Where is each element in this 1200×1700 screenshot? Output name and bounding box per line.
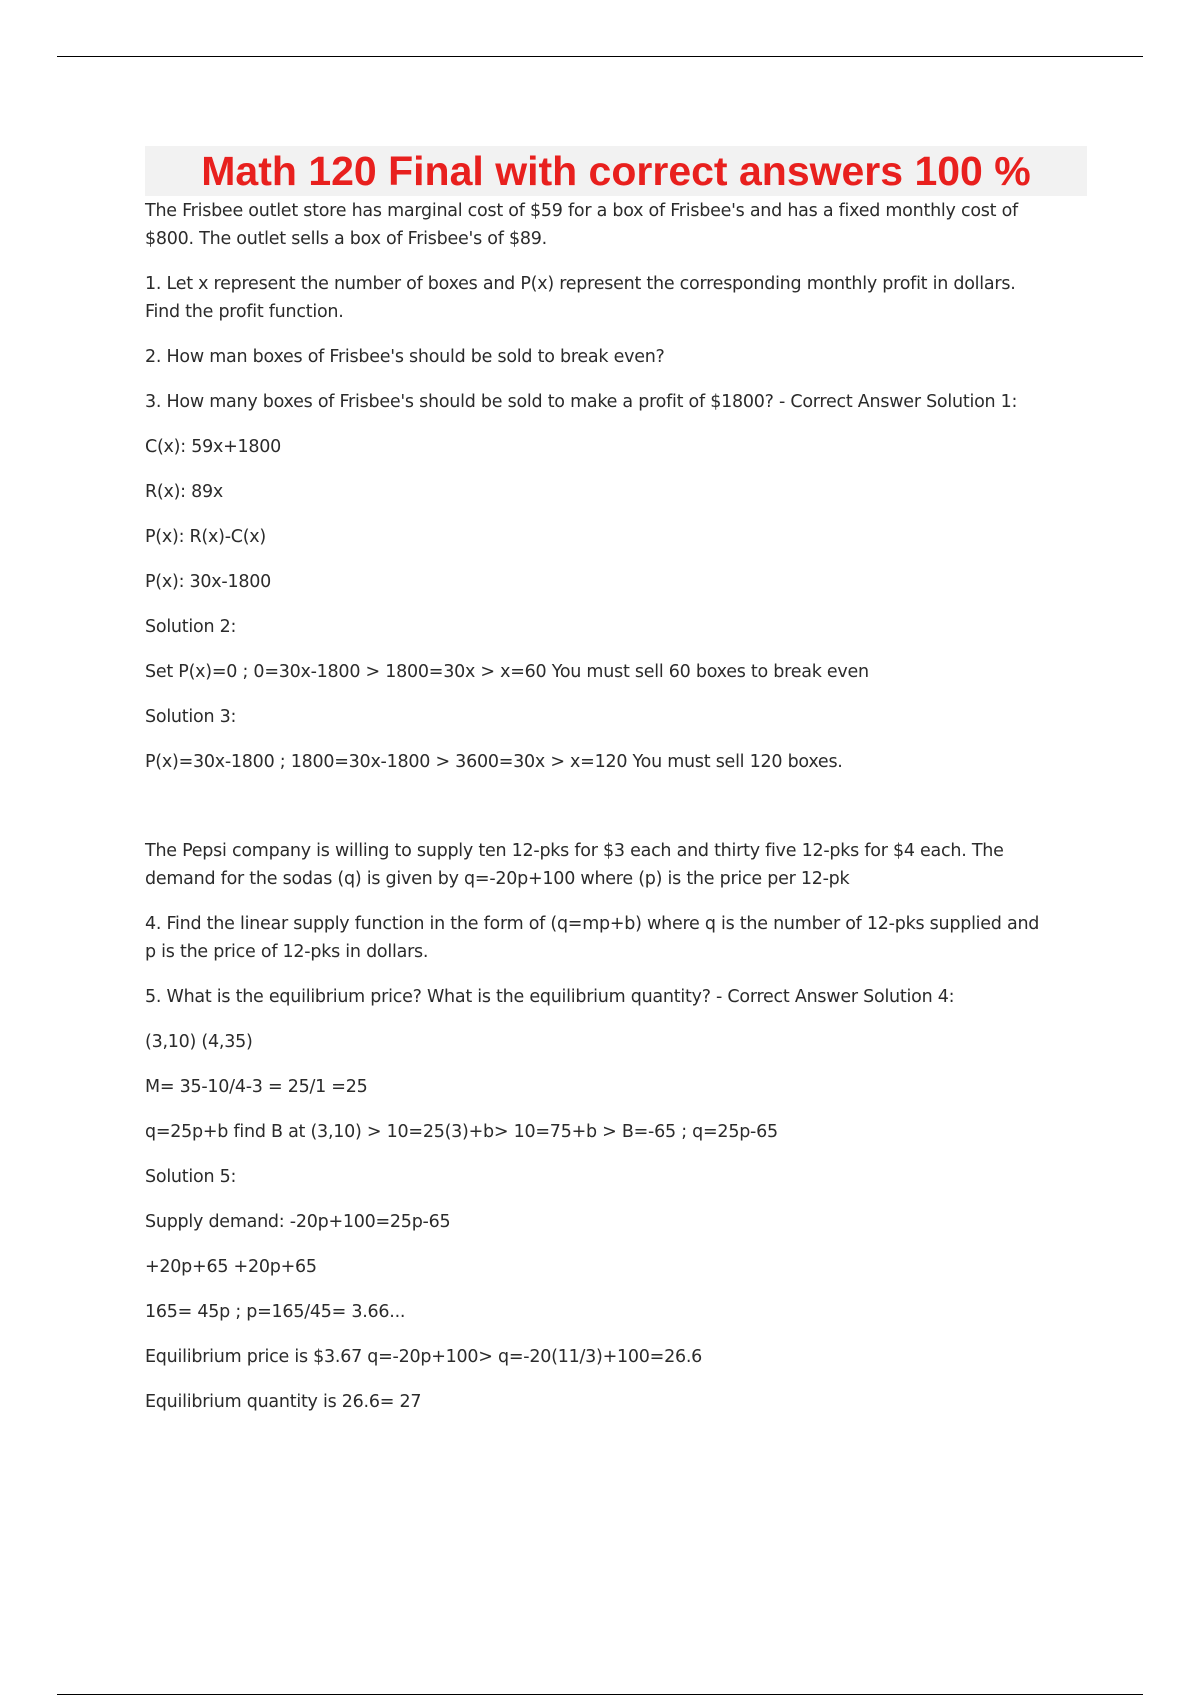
text-line: 1. Let x represent the number of boxes and P(x) represent the corresponding monthly profit in dollars.	[145, 274, 1016, 294]
solve-price: 165= 45p ; p=165/45= 3.66...	[145, 1302, 406, 1322]
add-terms: +20p+65 +20p+65	[145, 1257, 317, 1277]
solution-3-label: Solution 3:	[145, 707, 237, 727]
document-title: Math 120 Final with correct answers 100 %	[201, 148, 1031, 194]
supply-points: (3,10) (4,35)	[145, 1032, 253, 1052]
question-2: 2. How man boxes of Frisbee's should be sold to break even?	[145, 347, 665, 367]
solution-5-label: Solution 5:	[145, 1167, 237, 1187]
solution-2-label: Solution 2:	[145, 617, 237, 637]
slope-calc: M= 35-10/4-3 = 25/1 =25	[145, 1077, 368, 1097]
section-gap	[145, 793, 1090, 837]
text-line: 4. Find the linear supply function in the form of (q=mp+b) where q is the number of 12-pks supplied and	[145, 914, 1040, 934]
profit-function: P(x): 30x-1800	[145, 572, 271, 592]
profit-definition: P(x): R(x)-C(x)	[145, 527, 266, 547]
text-line: Find the profit function.	[145, 302, 344, 322]
equilibrium-quantity: Equilibrium quantity is 26.6= 27	[145, 1392, 422, 1412]
top-rule	[57, 56, 1143, 57]
revenue-function: R(x): 89x	[145, 482, 224, 502]
text-line: The Frisbee outlet store has marginal cost of $59 for a box of Frisbee's and has a fixed monthly cost of	[145, 201, 1018, 221]
text-line: The Pepsi company is willing to supply ten 12-pks for $3 each and thirty five 12-pks for $4 each. The	[145, 841, 1004, 861]
supply-demand-eq: Supply demand: -20p+100=25p-65	[145, 1212, 451, 1232]
text-line: p is the price of 12-pks in dollars.	[145, 942, 429, 962]
pepsi-intro	[145, 837, 1090, 893]
question-1	[145, 270, 1090, 326]
frisbee-intro	[145, 197, 1090, 253]
document-body	[145, 197, 1090, 1433]
cost-function: C(x): 59x+1800	[145, 437, 282, 457]
intercept-calc: q=25p+b find B at (3,10) > 10=25(3)+b> 10=75+b > B=-65 ; q=25p-65	[145, 1122, 778, 1142]
text-line: $800. The outlet sells a box of Frisbee's of $89.	[145, 229, 547, 249]
question-5: 5. What is the equilibrium price? What is the equilibrium quantity? - Correct Answer Solution 4:	[145, 987, 955, 1007]
equilibrium-price: Equilibrium price is $3.67 q=-20p+100> q=-20(11/3)+100=26.6	[145, 1347, 703, 1367]
solution-2-text: Set P(x)=0 ; 0=30x-1800 > 1800=30x > x=60 You must sell 60 boxes to break even	[145, 662, 869, 682]
question-3: 3. How many boxes of Frisbee's should be sold to make a profit of $1800? - Correct Answer Solution 1:	[145, 392, 1018, 412]
question-4	[145, 910, 1090, 966]
solution-3-text: P(x)=30x-1800 ; 1800=30x-1800 > 3600=30x > x=120 You must sell 120 boxes.	[145, 752, 843, 772]
bottom-rule	[57, 1694, 1143, 1695]
text-line: demand for the sodas (q) is given by q=-20p+100 where (p) is the price per 12-pk	[145, 869, 850, 889]
